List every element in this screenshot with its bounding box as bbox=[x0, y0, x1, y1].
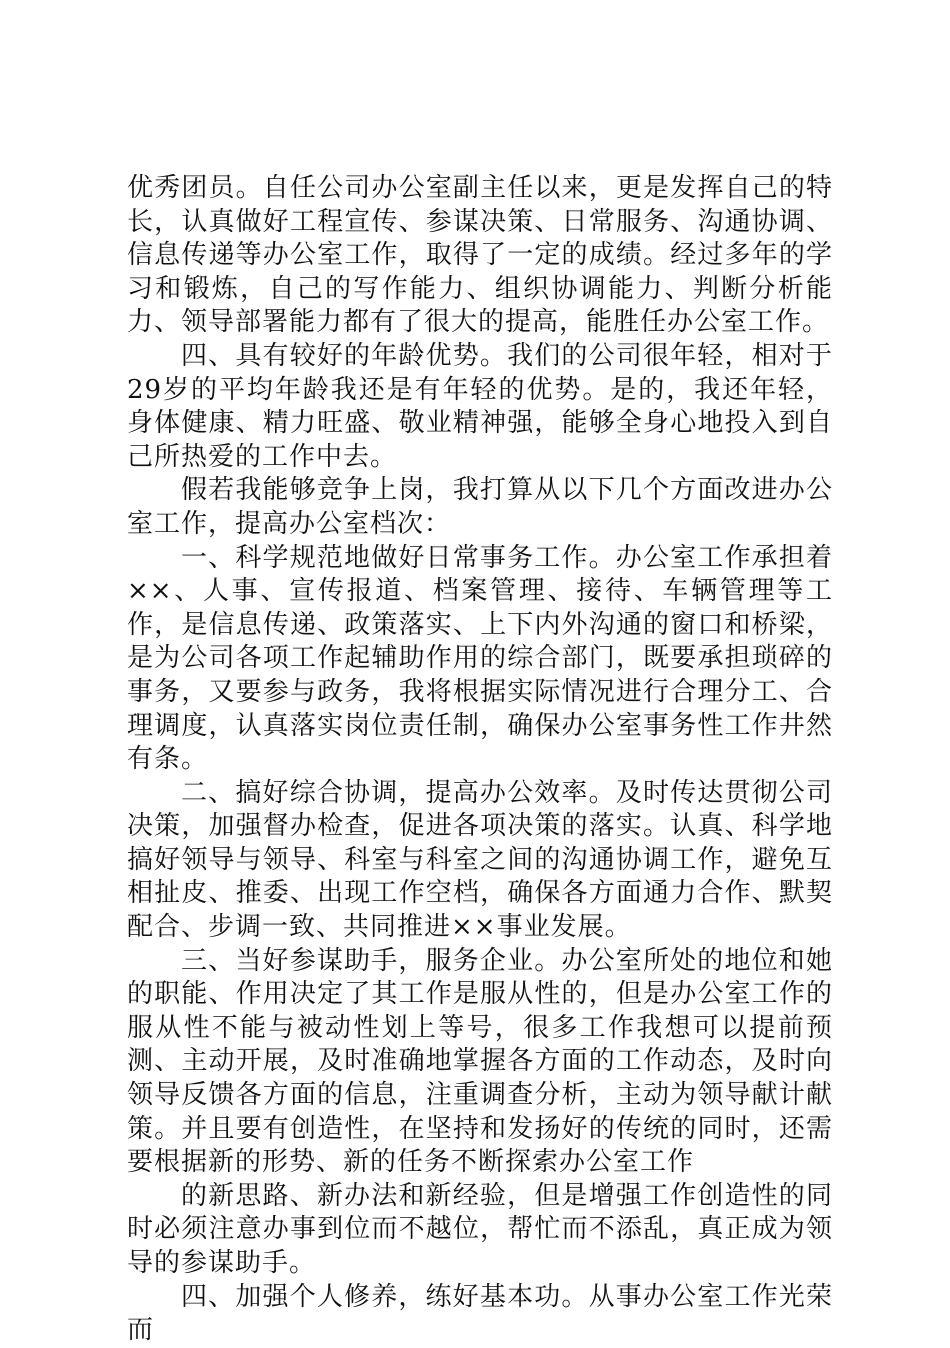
paragraph-4: 一、科学规范地做好日常事务工作。办公室工作承担着××、人事、宣传报道、档案管理、接待、车辆管理等工作，是信息传递、政策落实、上下内外沟通的窗口和桥梁，是为公司各项工作起辅助作用的综合部门，既要承担琐碎的事务，又要参与政务，我将根据实际情况进行合理分工、合理调度，认真落实岗位责任制，确保办公室事务性工作井然有条。 bbox=[127, 542, 833, 775]
paragraph-3: 假若我能够竞争上岗，我打算从以下几个方面改进办公室工作，提高办公室档次： bbox=[127, 475, 833, 539]
paragraph-1: 优秀团员。自任公司办公室副主任以来，更是发挥自己的特长，认真做好工程宣传、参谋决策、日常服务、沟通协调、信息传递等办公室工作，取得了一定的成绩。经过多年的学习和锻炼，自己的写作能力、组织协调能力、判断分析能力、领导部署能力都有了很大的提高，能胜任办公室工作。 bbox=[127, 173, 833, 338]
paragraph-6: 三、当好参谋助手，服务企业。办公室所处的地位和她的职能、作用决定了其工作是服从性的，但是办公室工作的服从性不能与被动性划上等号，很多工作我想可以提前预测、主动开展，及时准确地掌握各方面的工作动态，及时向领导反馈各方面的信息，注重调查分析，主动为领导献计献策。并且要有创造性，在坚持和发扬好的传统的同时，还需要根据新的形势、新的任务不断探索办公室工作 bbox=[127, 945, 833, 1178]
paragraph-7: 的新思路、新办法和新经验，但是增强工作创造性的同时必须注意办事到位而不越位，帮忙而不添乱，真正成为领导的参谋助手。 bbox=[127, 1180, 833, 1278]
paragraph-5: 二、搞好综合协调，提高办公效率。及时传达贯彻公司决策，加强督办检查，促进各项决策的落实。认真、科学地搞好领导与领导、科室与科室之间的沟通协调工作，避免互相扯皮、推委、出现工作空档，确保各方面通力合作、默契配合、步调一致、共同推进××事业发展。 bbox=[127, 777, 833, 943]
paragraph-8: 四、加强个人修养，练好基本功。从事办公室工作光荣而 bbox=[127, 1281, 833, 1346]
paragraph-2: 四、具有较好的年龄优势。我们的公司很年轻，相对于29岁的平均年龄我还是有年轻的优势。是的，我还年轻，身体健康、精力旺盛、敬业精神强，能够全身心地投入到自己所热爱的工作中去。 bbox=[127, 340, 833, 472]
document-body bbox=[127, 172, 833, 1348]
